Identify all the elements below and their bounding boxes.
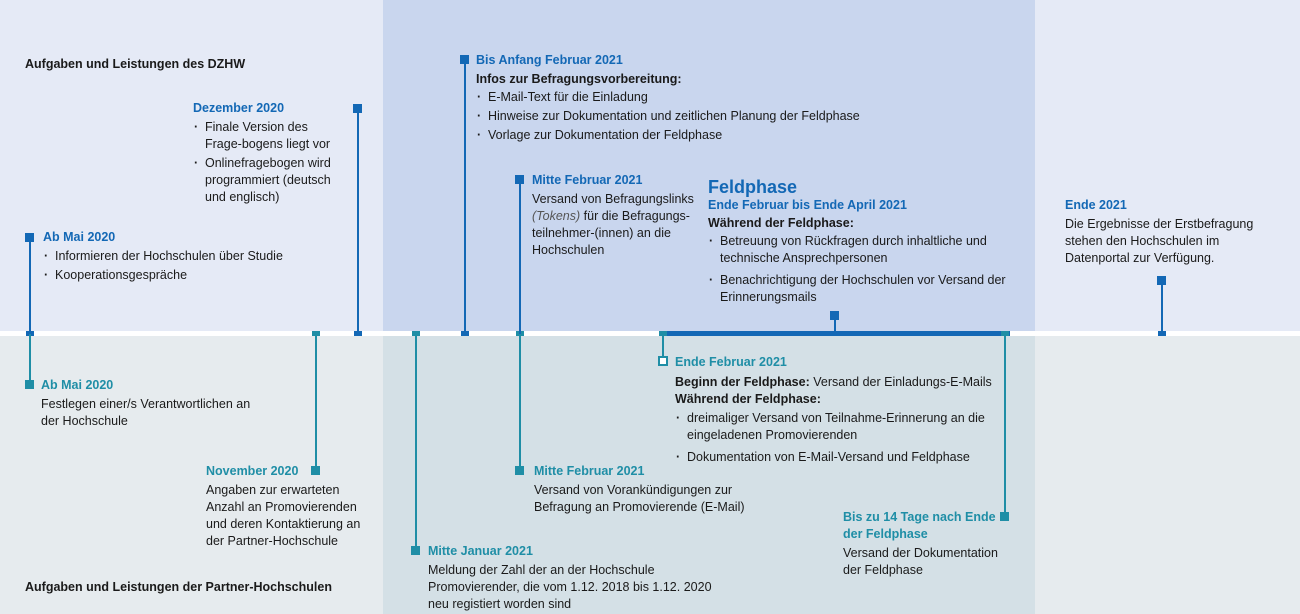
marker-dzhw-dec [353, 104, 362, 113]
hs-nov2020-date: November 2020 [206, 464, 299, 478]
connector-dzhw-dec [357, 110, 359, 334]
hs-feb-mid-date: Mitte Februar 2021 [534, 464, 645, 478]
dzhw-feb-start-block [476, 52, 896, 146]
connector-hs-feb-end [662, 334, 664, 358]
bottom-band-right [1035, 336, 1300, 614]
dzhw-feb-start-date: Bis Anfang Februar 2021 [476, 53, 623, 67]
dzhw-feb-start-subtitle: Infos zur Befragungsvorbereitung: [476, 72, 682, 86]
list-item: · Benachrichtigung der Hochschulen vor Versand der Erinnerungsmails [708, 272, 1008, 306]
hs-may2020-text: Festlegen einer/s Verantwortlichen an der Hochschule [41, 397, 251, 428]
hs-after-date: Bis zu 14 Tage nach Ende der Feldphase [843, 510, 996, 541]
dzhw-feldphase-block [708, 177, 1008, 308]
feldphase-title: Feldphase [708, 177, 798, 197]
list-item: · Vorlage zur Dokumentation der Feldphase [476, 127, 896, 144]
list-item: · E-Mail-Text für die Einladung [476, 89, 896, 106]
dzhw-feb-mid-text [532, 191, 702, 259]
marker-hs-feb-end [658, 356, 668, 366]
feldphase-range: Ende Februar bis Ende April 2021 [708, 198, 907, 212]
connector-hs-nov [315, 334, 317, 472]
dzhw-feb-mid-date: Mitte Februar 2021 [532, 173, 643, 187]
hs-feb-end-subtitle: Während der Feldphase: [675, 392, 821, 406]
connector-dzhw-feb-mid [519, 180, 521, 334]
hs-feb-end-list [675, 410, 1005, 466]
connector-dzhw-end2021 [1161, 282, 1163, 334]
marker-dzhw-end2021 [1157, 276, 1166, 285]
marker-hs-may [25, 380, 34, 389]
list-item: · Dokumentation von E-Mail-Versand und Feldphase [675, 449, 1005, 466]
hs-jan2021-text: Meldung der Zahl der an der Hochschule Promovierender, die vom 1.12. 2018 bis 1.12. 2020 neu registiert worden sind [428, 563, 712, 611]
hs-feb-mid-block [534, 463, 774, 516]
connector-dzhw-feb-start [464, 60, 466, 334]
list-item: · Onlinefragebogen wird programmiert (deutsch und englisch) [193, 155, 345, 206]
connector-hs-may [29, 334, 31, 386]
connector-hs-feb-mid [519, 334, 521, 472]
connector-dzhw-may [29, 242, 31, 334]
hs-feb-end-begin-text: Versand der Einladungs-E-Mails [813, 375, 992, 389]
marker-hs-jan [411, 546, 420, 555]
marker-dzhw-feb-mid [515, 175, 524, 184]
list-item: · Kooperationsgespräche [43, 267, 343, 284]
hs-nov2020-block [206, 463, 376, 550]
dzhw-end2021-text: Die Ergebnisse der Erstbefragung stehen den Hochschulen im Datenportal zur Verfügung. [1065, 217, 1254, 265]
dzhw-may2020-block [43, 229, 343, 286]
hs-after-block [843, 509, 1003, 579]
dzhw-may2020-list [43, 248, 343, 284]
list-item: · dreimaliger Versand von Teilnahme-Erinnerung an die eingeladenen Promovierenden [675, 410, 1005, 444]
hs-feb-end-begin-label: Beginn der Feldphase: [675, 375, 810, 389]
hs-may2020-date: Ab Mai 2020 [41, 378, 114, 392]
hs-nov2020-text: Angaben zur erwarteten Anzahl an Promovierenden und deren Kontaktierung an der Partner-Hochschule [206, 483, 361, 548]
hs-jan2021-block [428, 543, 728, 613]
top-band-right [1035, 0, 1300, 331]
dzhw-dec2020-date: Dezember 2020 [193, 101, 285, 115]
hs-after-text: Versand der Dokumentation der Feldphase [843, 546, 998, 577]
feldphase-bar [662, 331, 1010, 336]
dzhw-feb-mid-block [532, 172, 702, 259]
dzhw-may2020-date: Ab Mai 2020 [43, 230, 116, 244]
hs-feb-end-begin [675, 374, 1005, 391]
hs-may2020-block [41, 377, 251, 430]
hs-feb-mid-text: Versand von Vorankündigungen zur Befragung an Promovierende (E-Mail) [534, 483, 745, 514]
feldphase-subtitle: Während der Feldphase: [708, 216, 854, 230]
row-title-hochschule: Aufgaben und Leistungen der Partner-Hochschulen [25, 580, 332, 594]
list-item: · Finale Version des Frage-bogens liegt vor [193, 119, 345, 153]
dzhw-feb-mid-text-italic: (Tokens) [532, 209, 581, 223]
dzhw-dec2020-block [193, 100, 345, 208]
connector-hs-jan [415, 334, 417, 552]
hs-jan2021-date: Mitte Januar 2021 [428, 544, 533, 558]
list-item: · Informieren der Hochschulen über Studie [43, 248, 343, 265]
hs-feb-end-block [675, 354, 1005, 468]
dzhw-end2021-block [1065, 197, 1265, 267]
marker-dzhw-feb-start [460, 55, 469, 64]
list-item: · Betreuung von Rückfragen durch inhaltliche und technische Ansprechpersonen [708, 233, 1008, 267]
dzhw-end2021-date: Ende 2021 [1065, 198, 1127, 212]
marker-feldphase [830, 311, 839, 320]
dzhw-feb-mid-text-post: für die Befragungs-teilnehmer-(innen) an die Hochschulen [532, 209, 690, 257]
hs-feb-end-date: Ende Februar 2021 [675, 355, 787, 369]
feldphase-list [708, 233, 1008, 306]
marker-hs-feb-mid [515, 466, 524, 475]
list-item: · Hinweise zur Dokumentation und zeitlichen Planung der Feldphase [476, 108, 896, 125]
dzhw-dec2020-list [193, 119, 345, 206]
marker-dzhw-may [25, 233, 34, 242]
row-title-dzhw: Aufgaben und Leistungen des DZHW [25, 57, 246, 71]
dzhw-feb-mid-text-pre: Versand von Befragungslinks [532, 192, 694, 206]
dzhw-feb-start-list [476, 89, 896, 144]
